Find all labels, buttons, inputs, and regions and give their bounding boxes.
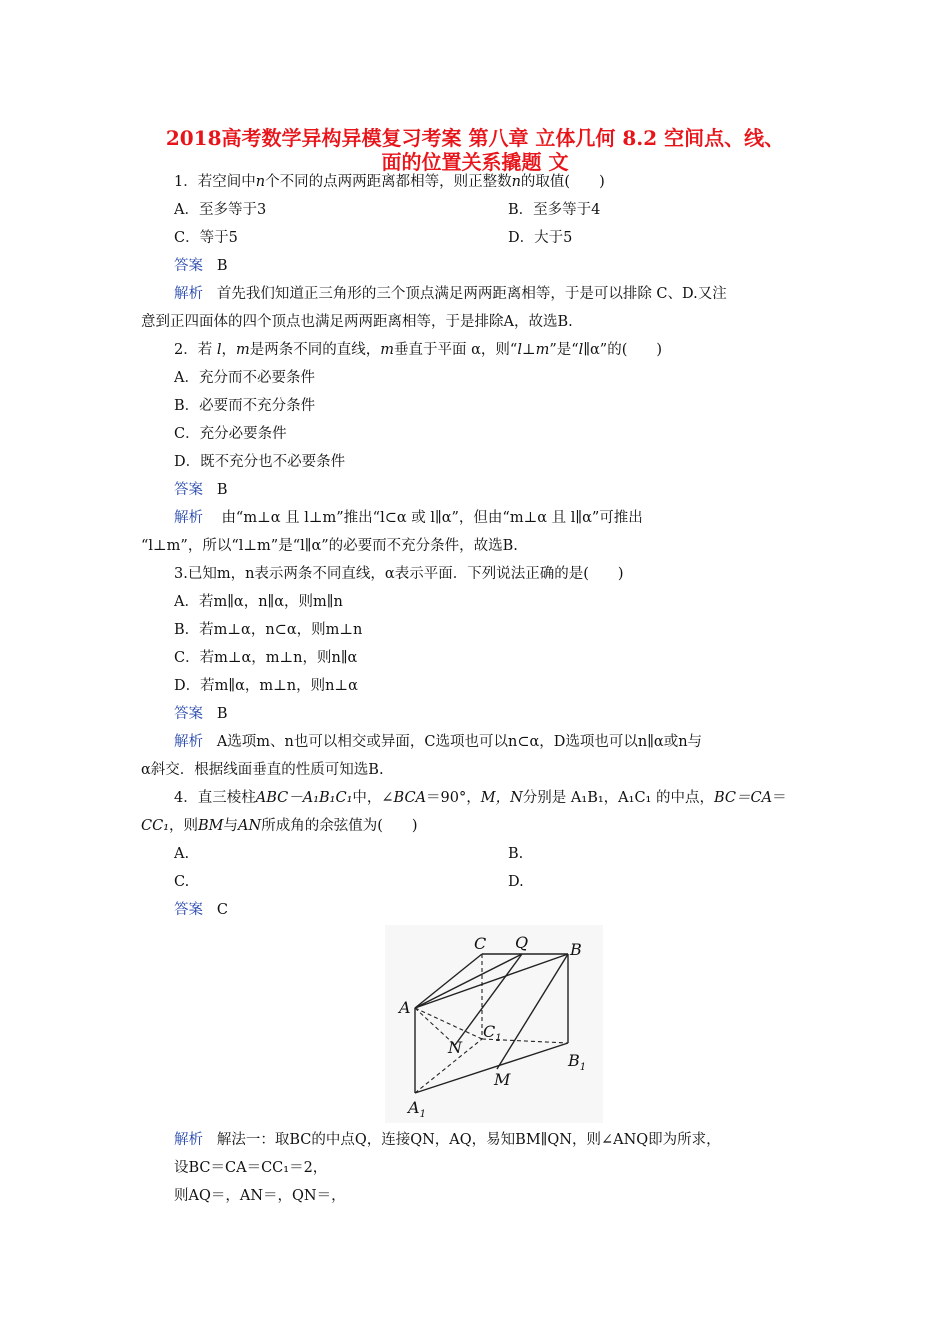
q1-explanation-line-1: 解析 首先我们知道正三角形的三个顶点满足两两距离相等，于是可以排除 C、D.又注	[174, 286, 727, 302]
q4-option-b: B.	[508, 846, 524, 862]
q2-option-d: D．既不充分也不必要条件	[174, 454, 346, 470]
q4-stem-line-1: 4．直三棱柱ABC－A₁B₁C₁中，∠BCA＝90°，M，N分别是 A₁B₁，A₁C₁ 的中点，BC＝CA＝	[174, 790, 787, 806]
q3-explanation-line-2: α斜交．根据线面垂直的性质可知选B.	[141, 762, 384, 778]
document-title-line-2: 面的位置关系撬题 文	[381, 150, 569, 174]
q1-option-b: B．至多等于4	[508, 202, 601, 218]
label-b: B	[570, 940, 582, 959]
q3-explanation-line-1: 解析 A选项m、n也可以相交或异面，C选项也可以n⊂α，D选项也可以n∥α或n与	[174, 734, 703, 750]
q3-option-d: D．若m∥α，m⊥n，则n⊥α	[174, 678, 358, 694]
q4-option-d: D.	[508, 874, 524, 890]
q3-option-c: C．若m⊥α，m⊥n，则n∥α	[174, 650, 358, 666]
q3-option-b: B．若m⊥α，n⊂α，则m⊥n	[174, 622, 363, 638]
q1-option-a: A．至多等于3	[174, 202, 267, 218]
q4-option-c: C.	[174, 874, 190, 890]
q2-answer: 答案 B	[174, 482, 228, 498]
q2-option-c: C．充分必要条件	[174, 426, 287, 442]
label-q: Q	[515, 933, 529, 952]
q4-explanation-line-3: 则AQ＝，AN＝，QN＝，	[174, 1188, 346, 1204]
q1-stem: 1．若空间中n个不同的点两两距离都相等，则正整数n的取值( )	[174, 174, 605, 190]
label-c1: $C_1$	[483, 1022, 502, 1044]
q1-option-d: D．大于5	[508, 230, 573, 246]
q2-option-b: B．必要而不充分条件	[174, 398, 316, 414]
q4-option-a: A.	[174, 846, 190, 862]
label-b1: $B_1$	[568, 1051, 587, 1073]
label-a: A	[399, 998, 411, 1017]
triangular-prism-figure	[385, 925, 603, 1123]
q3-stem: 3.已知m，n表示两条不同直线，α表示平面．下列说法正确的是( )	[174, 566, 624, 582]
q2-explanation-line-2: “l⊥m”，所以“l⊥m”是“l∥α”的必要而不充分条件，故选B.	[141, 538, 518, 554]
q2-stem: 2．若 l，m是两条不同的直线，m垂直于平面 α，则“l⊥m”是“l∥α”的( )	[174, 342, 663, 358]
q1-explanation-line-2: 意到正四面体的四个顶点也满足两两距离相等，于是排除A，故选B.	[141, 314, 573, 330]
q4-explanation-line-2: 设BC＝CA＝CC₁＝2，	[174, 1160, 328, 1176]
q1-option-c: C．等于5	[174, 230, 238, 246]
q4-answer: 答案 C	[174, 902, 228, 918]
q4-stem-line-2: CC₁，则BM与AN所成角的余弦值为( )	[141, 818, 418, 834]
document-title-line-1: 2018高考数学异构异模复习考案 第八章 立体几何 8.2 空间点、线、	[165, 126, 785, 150]
label-c: C	[474, 934, 487, 953]
q4-explanation-line-1: 解析 解法一：取BC的中点Q，连接QN，AQ，易知BM∥QN，则∠ANQ即为所求，	[174, 1132, 721, 1148]
q2-option-a: A．充分而不必要条件	[174, 370, 315, 386]
q1-answer: 答案 B	[174, 258, 228, 274]
q2-explanation-line-1: 解析 由“m⊥α 且 l⊥m”推出“l⊂α 或 l∥α”，但由“m⊥α 且 l∥α”可推出	[174, 510, 643, 526]
label-m: M	[494, 1070, 511, 1089]
label-a1: $A_1$	[408, 1098, 426, 1120]
q3-option-a: A．若m∥α，n∥α，则m∥n	[174, 594, 343, 610]
q3-answer: 答案 B	[174, 706, 228, 722]
label-n: N	[448, 1038, 462, 1057]
